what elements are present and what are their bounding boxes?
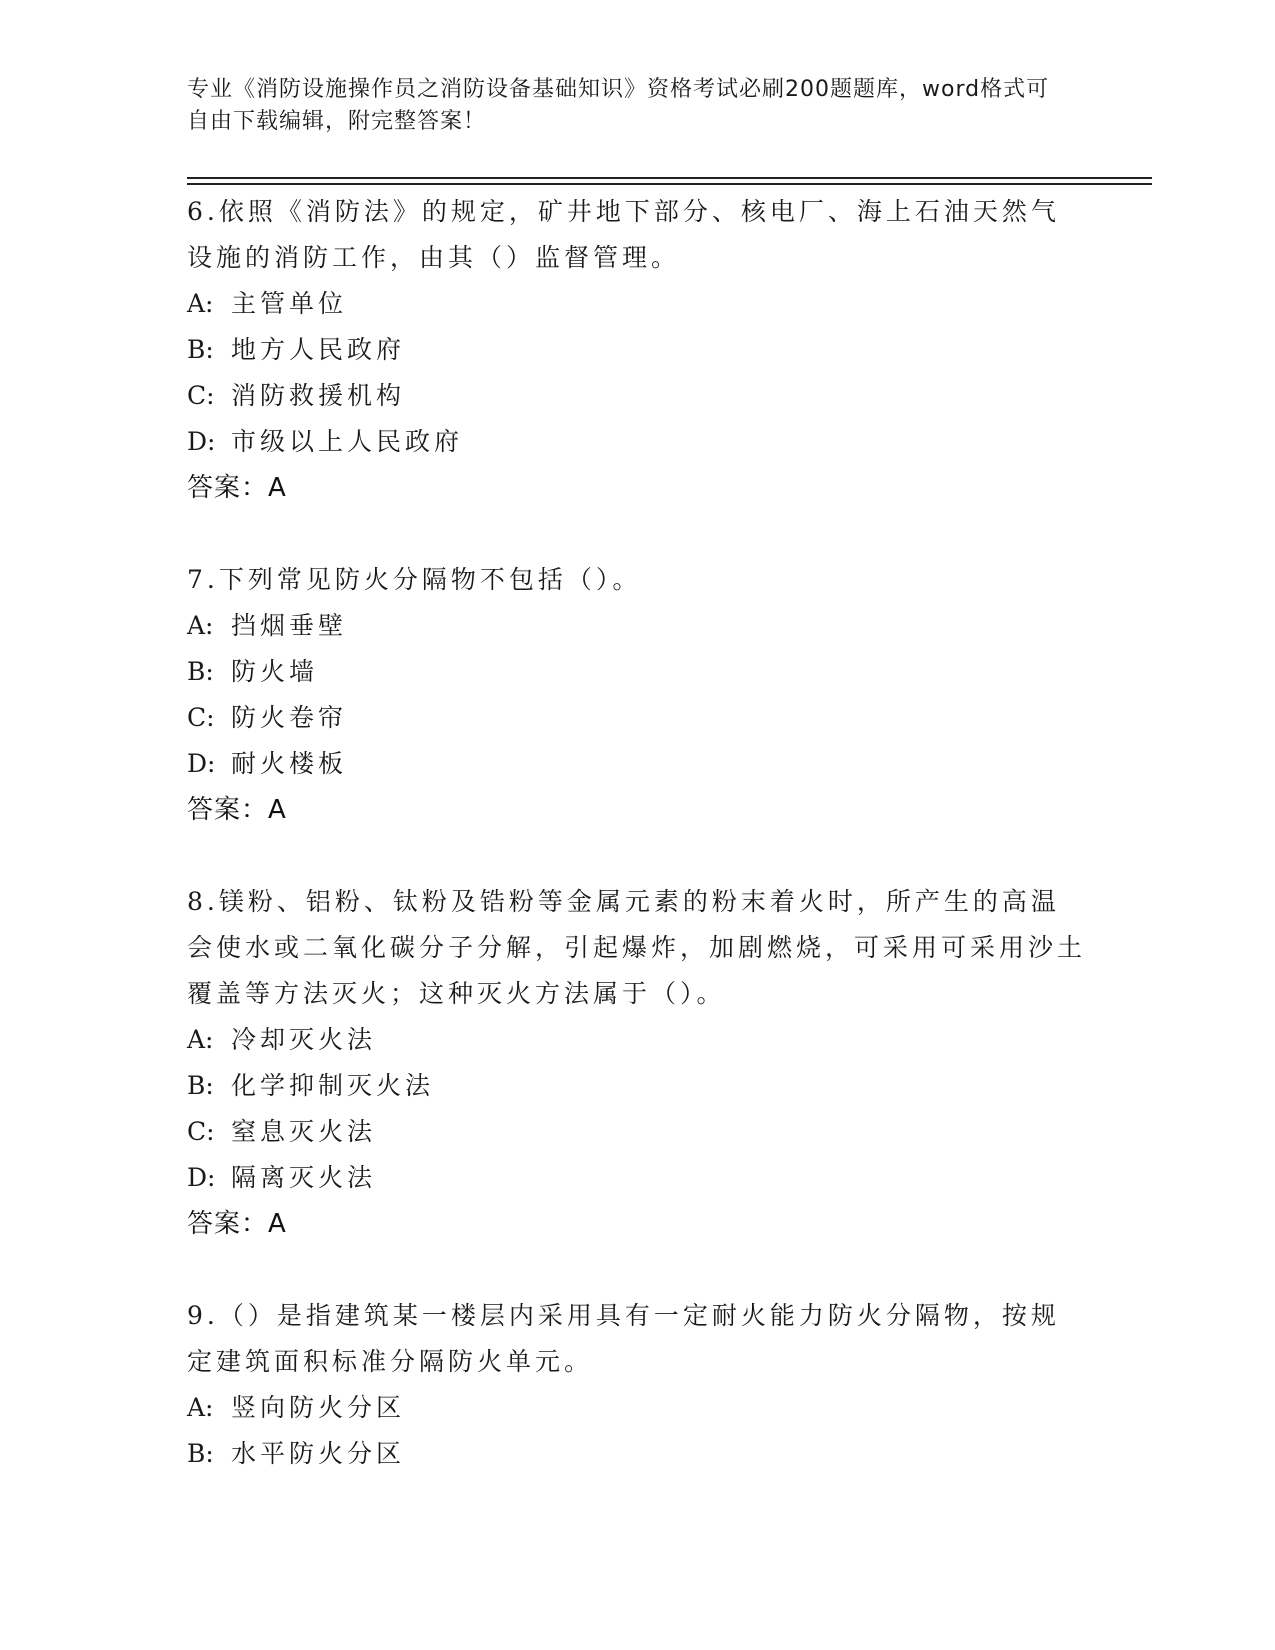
option-text: 冷却灭火法 (231, 1025, 377, 1054)
answer-line (187, 1201, 1087, 1247)
answer-option (187, 1063, 1087, 1109)
answer-option (187, 1155, 1087, 1201)
option-text: 窒息灭火法 (231, 1117, 377, 1146)
answer-option (187, 281, 1087, 327)
question-block (187, 189, 1087, 511)
header-rule-bottom (187, 183, 1152, 185)
header-rule-top (187, 177, 1152, 179)
option-label: C: (187, 381, 215, 410)
question-stem: 6.依照《消防法》的规定，矿井地下部分、核电厂、海上石油天然气设施的消防工作，由其（）监督管理。 (187, 197, 1060, 272)
question-stem: 7.下列常见防火分隔物不包括（）。 (187, 565, 642, 594)
answer-option (187, 603, 1087, 649)
option-text: 防火卷帘 (231, 703, 348, 732)
option-text: 化学抑制灭火法 (231, 1071, 435, 1100)
answer-prefix: 答案： (187, 1209, 269, 1239)
option-text: 市级以上人民政府 (231, 427, 464, 456)
question-block (187, 1293, 1087, 1477)
answer-option (187, 1109, 1087, 1155)
option-text: 主管单位 (231, 289, 348, 318)
answer-option (187, 1431, 1087, 1477)
document-header: 专业《消防设施操作员之消防设备基础知识》资格考试必刷200题题库，word格式可自由下载编辑，附完整答案！ (187, 77, 1050, 134)
answer-value: A (268, 473, 287, 503)
answer-prefix: 答案： (187, 473, 269, 503)
option-label: A: (187, 1025, 214, 1054)
answer-value: A (268, 1209, 287, 1239)
option-text: 竖向防火分区 (231, 1393, 406, 1422)
option-label: C: (187, 1117, 215, 1146)
answer-option (187, 649, 1087, 695)
answer-option (187, 1017, 1087, 1063)
question-block (187, 557, 1087, 833)
option-label: D: (187, 427, 216, 456)
option-label: B: (187, 657, 214, 686)
option-label: A: (187, 611, 214, 640)
option-text: 隔离灭火法 (231, 1163, 377, 1192)
answer-option (187, 327, 1087, 373)
answer-option (187, 741, 1087, 787)
question-block (187, 879, 1087, 1247)
option-text: 水平防火分区 (231, 1439, 406, 1468)
option-text: 挡烟垂壁 (231, 611, 348, 640)
option-label: B: (187, 335, 214, 364)
question-stem: 9.（）是指建筑某一楼层内采用具有一定耐火能力防火分隔物，按规定建筑面积标准分隔防火单元。 (187, 1301, 1060, 1376)
option-label: B: (187, 1071, 214, 1100)
answer-option (187, 373, 1087, 419)
option-text: 地方人民政府 (231, 335, 406, 364)
option-label: D: (187, 1163, 216, 1192)
answer-line (187, 465, 1087, 511)
answer-prefix: 答案： (187, 795, 269, 825)
option-label: A: (187, 1393, 214, 1422)
answer-option (187, 695, 1087, 741)
answer-value: A (268, 795, 287, 825)
option-text: 消防救援机构 (231, 381, 406, 410)
question-list (187, 189, 1087, 1523)
answer-option (187, 419, 1087, 465)
question-stem: 8.镁粉、铝粉、钛粉及锆粉等金属元素的粉末着火时，所产生的高温会使水或二氧化碳分子分解，引起爆炸，加剧燃烧，可采用可采用沙土覆盖等方法灭火；这种灭火方法属于（）。 (187, 887, 1087, 1008)
answer-option (187, 1385, 1087, 1431)
option-text: 防火墙 (231, 657, 319, 686)
answer-line (187, 787, 1087, 833)
option-label: B: (187, 1439, 214, 1468)
option-text: 耐火楼板 (231, 749, 348, 778)
option-label: D: (187, 749, 216, 778)
option-label: A: (187, 289, 214, 318)
option-label: C: (187, 703, 215, 732)
